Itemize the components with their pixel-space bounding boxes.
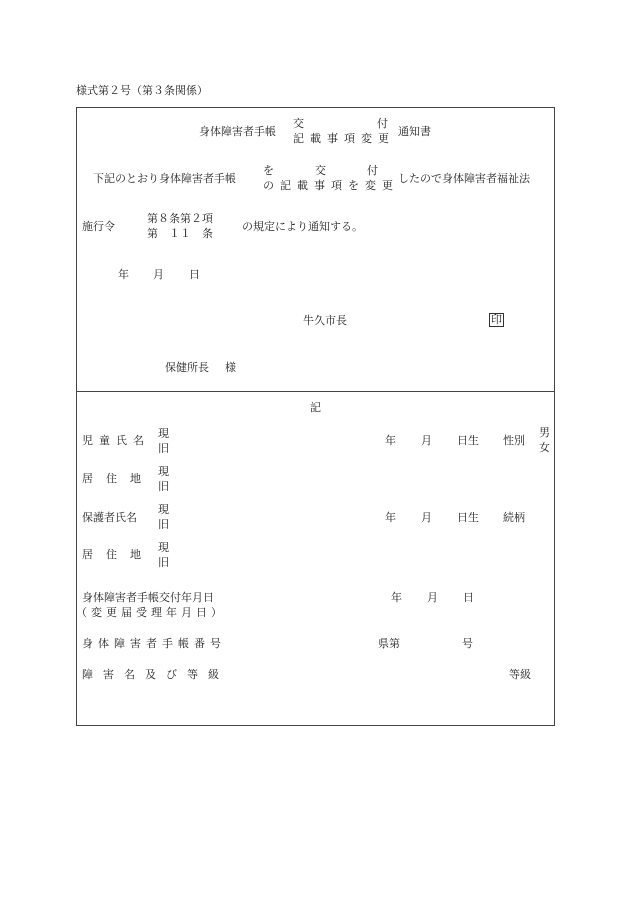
child-former-mark: 旧 [158, 442, 169, 455]
guardian-birth-year: 年 [385, 511, 396, 524]
number-suffix: 号 [462, 637, 473, 650]
child-name-label: 児童氏名 [82, 434, 150, 447]
guardian-residence-current-mark: 現 [158, 541, 169, 554]
law-option-para: 第８条第２項 [147, 212, 213, 225]
title-prefix: 身体障害者手帳 [199, 125, 276, 138]
record-heading: 記 [310, 401, 321, 414]
honorific: 様 [225, 361, 236, 374]
notice-frame [76, 107, 555, 726]
title-suffix: 通知書 [398, 125, 431, 138]
child-residence-former-mark: 旧 [158, 480, 169, 493]
issue-day: 日 [463, 591, 474, 604]
guardian-current-mark: 現 [158, 503, 169, 516]
date-year: 年 [118, 268, 129, 281]
issue-date-label: 身体障害者手帳交付年月日 [82, 591, 214, 604]
body-prefix: 下記のとおり身体障害者手帳 [93, 172, 236, 185]
relationship-label: 続柄 [503, 511, 525, 524]
issue-month: 月 [427, 591, 438, 604]
change-date-label: （変更届受理年月日） [76, 606, 226, 619]
grade-suffix: 等級 [509, 668, 531, 681]
guardian-name-label: 保護者氏名 [82, 511, 137, 524]
law-prefix: 施行令 [82, 220, 115, 233]
seal-mark: 印 [491, 313, 502, 326]
prefecture-number-prefix: 県第 [378, 637, 400, 650]
title-option-issue: 交 付 [293, 117, 389, 130]
date-day: 日 [189, 268, 200, 281]
child-current-mark: 現 [158, 427, 169, 440]
sex-label: 性別 [503, 434, 525, 447]
date-month: 月 [153, 268, 164, 281]
child-residence-current-mark: 現 [158, 465, 169, 478]
section-divider [76, 391, 555, 392]
child-birth-year: 年 [385, 434, 396, 447]
addressee: 保健所長 [165, 361, 209, 374]
issuer: 牛久市長 [303, 314, 347, 327]
guardian-birth-day: 日生 [457, 511, 479, 524]
child-birth-day: 日生 [457, 434, 479, 447]
guardian-residence-label: 居住地 [82, 548, 154, 561]
law-option-article: 第 １１ 条 [147, 227, 213, 240]
sex-male: 男 [539, 426, 550, 439]
child-birth-month: 月 [421, 434, 432, 447]
title-option-change: 記載事項変更 [293, 132, 395, 145]
body-option-issue: を 交 付 [263, 164, 380, 177]
sex-female: 女 [539, 441, 550, 454]
guardian-birth-month: 月 [421, 511, 432, 524]
issue-year: 年 [391, 591, 402, 604]
law-suffix: の規定により通知する。 [242, 220, 363, 233]
body-suffix: したので身体障害者福祉法 [398, 172, 530, 185]
form-number: 様式第２号（第３条関係） [76, 84, 208, 97]
guardian-residence-former-mark: 旧 [158, 556, 169, 569]
body-option-change: の記載事項を変更 [263, 179, 399, 192]
guardian-former-mark: 旧 [158, 518, 169, 531]
child-residence-label: 居住地 [82, 472, 154, 485]
handbook-number-label: 身体障害者手帳番号 [82, 637, 226, 650]
disability-label: 障害名及び等級 [82, 668, 229, 681]
